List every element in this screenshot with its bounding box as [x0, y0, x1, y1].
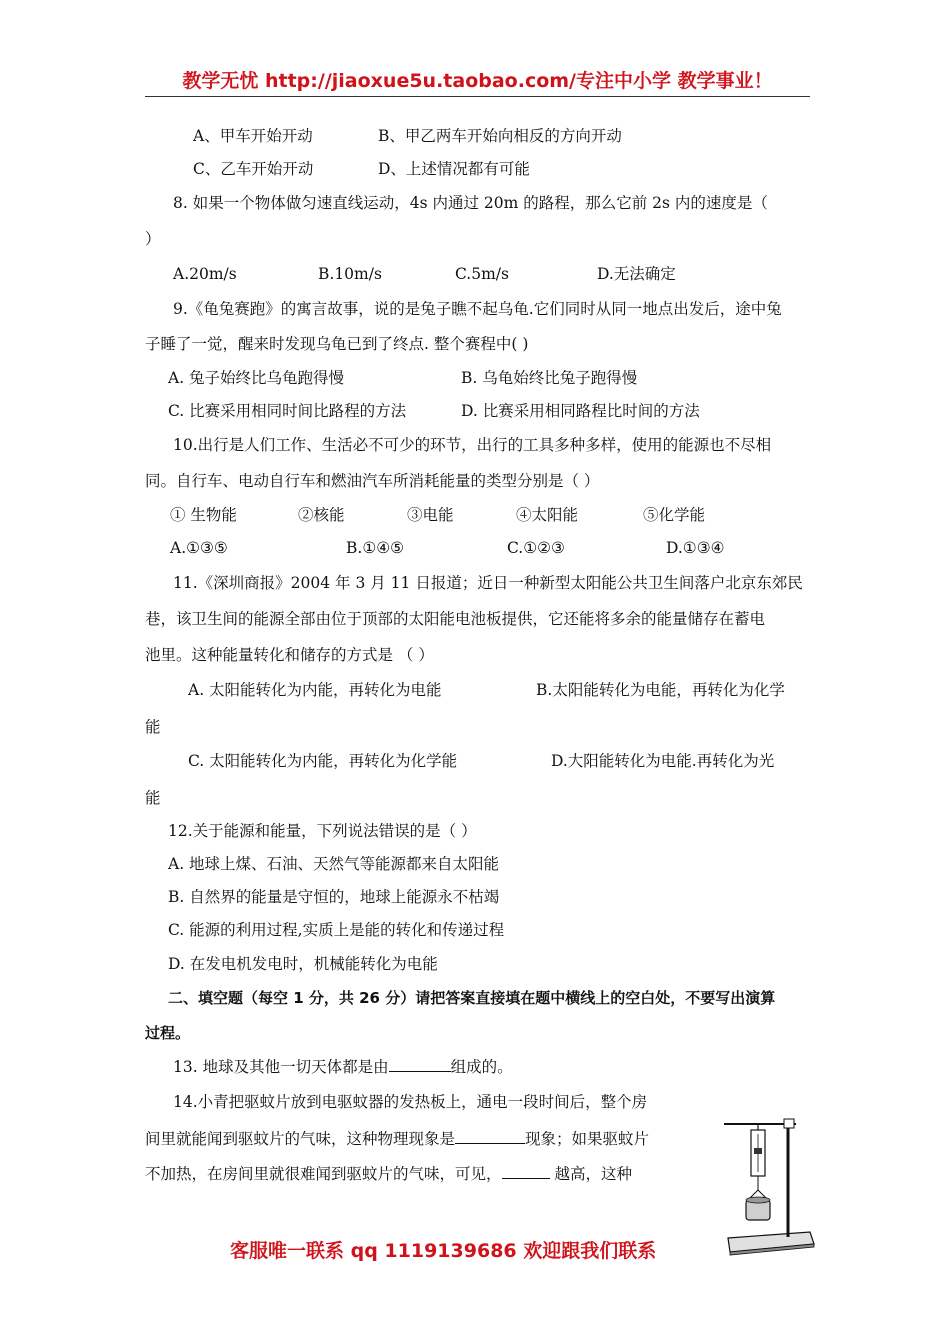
q8-option-b: B.10m/s — [318, 265, 382, 283]
q7-option-a: A、甲车开始开动 — [193, 127, 313, 145]
q11-stem-cont2: 池里。这种能量转化和储存的方式是 （ ） — [145, 646, 434, 664]
q10-option-a: A.①③⑤ — [170, 539, 228, 557]
q8-option-c: C.5m/s — [455, 265, 509, 283]
section-2-heading-cont: 过程。 — [145, 1024, 191, 1042]
q9-option-b: B. 乌龟始终比兔子跑得慢 — [461, 369, 638, 387]
q9-stem-cont: 子睡了一觉，醒来时发现乌龟已到了终点. 整个赛程中( ) — [145, 335, 529, 353]
q12-option-b: B. 自然界的能量是守恒的，地球上能源永不枯竭 — [168, 888, 500, 906]
q11-option-d-cont: 能 — [145, 789, 161, 807]
q10-item-3: ③电能 — [407, 506, 454, 524]
q11-option-b: B.太阳能转化为电能，再转化为化学 — [536, 681, 785, 699]
q10-option-b: B.①④⑤ — [346, 539, 405, 557]
q11-stem: 11.《深圳商报》2004 年 3 月 11 日报道；近日一种新型太阳能公共卫生间落户北京东郊民 — [173, 574, 803, 592]
q10-option-d: D.①③④ — [666, 539, 725, 557]
q12-option-c: C. 能源的利用过程,实质上是能的转化和传递过程 — [168, 921, 505, 939]
stand-spring-scale-figure — [718, 1108, 818, 1258]
page-header: 教学无忧 http://jiaoxue5u.taobao.com/专注中小学 教学事业！ — [182, 70, 773, 92]
q12-stem: 12.关于能源和能量，下列说法错误的是（ ） — [168, 822, 477, 840]
q10-item-1: ① 生物能 — [170, 506, 237, 524]
q14-answer-blank-2[interactable] — [502, 1164, 550, 1179]
q13-after: 组成的。 — [450, 1058, 513, 1076]
q9-stem: 9.《龟兔赛跑》的寓言故事，说的是兔子瞧不起乌龟.它们同时从同一地点出发后，途中兔 — [173, 300, 782, 318]
q14-line-3 — [145, 1164, 632, 1184]
q8-option-a: A.20m/s — [173, 265, 237, 283]
q14-stem: 14.小青把驱蚊片放到电驱蚊器的发热板上，通电一段时间后，整个房 — [173, 1093, 648, 1111]
q13-answer-blank[interactable] — [389, 1057, 451, 1072]
q10-stem-cont: 同。自行车、电动自行车和燃油汽车所消耗能量的类型分别是（ ） — [145, 472, 600, 490]
q8-option-d: D.无法确定 — [597, 265, 676, 283]
q12-option-d: D. 在发电机发电时，机械能转化为电能 — [168, 955, 438, 973]
q7-option-b: B、甲乙两车开始向相反的方向开动 — [378, 127, 622, 145]
q14-line3-after: 越高，这种 — [549, 1165, 632, 1183]
q14-answer-blank-1[interactable] — [455, 1129, 525, 1144]
q11-option-c: C. 太阳能转化为内能，再转化为化学能 — [188, 752, 458, 770]
q7-option-c: C、乙车开始开动 — [193, 160, 314, 178]
q13-line — [173, 1057, 513, 1077]
q8-stem-cont: ） — [145, 230, 161, 248]
q9-option-c: C. 比赛采用相同时间比路程的方法 — [168, 402, 407, 420]
q9-option-a: A. 兔子始终比乌龟跑得慢 — [168, 369, 345, 387]
q14-line-2 — [145, 1129, 649, 1149]
q14-line3-before: 不加热，在房间里就很难闻到驱蚊片的气味，可见， — [145, 1165, 502, 1183]
q11-option-d: D.大阳能转化为电能.再转化为光 — [551, 752, 775, 770]
q8-stem: 8. 如果一个物体做匀速直线运动，4s 内通过 20m 的路程，那么它前 2s 内的速度是（ — [173, 194, 768, 212]
q12-option-a: A. 地球上煤、石油、天然气等能源都来自太阳能 — [168, 855, 500, 873]
q14-line2-after: 现象；如果驱蚊片 — [525, 1130, 650, 1148]
q11-option-b-cont: 能 — [145, 718, 161, 736]
q10-item-2: ②核能 — [298, 506, 345, 524]
page-footer: 客服唯一联系 qq 1119139686 欢迎跟我们联系 — [230, 1240, 657, 1262]
q10-option-c: C.①②③ — [507, 539, 565, 557]
q7-option-d: D、上述情况都有可能 — [378, 160, 530, 178]
q10-item-5: ⑤化学能 — [643, 506, 706, 524]
q13-before: 13. 地球及其他一切天体都是由 — [173, 1058, 389, 1076]
q10-item-4: ④太阳能 — [516, 506, 579, 524]
q11-stem-cont1: 巷，该卫生间的能源全部由位于顶部的太阳能电池板提供，它还能将多余的能量储存在蓄电 — [145, 610, 766, 628]
q9-option-d: D. 比赛采用相同路程比时间的方法 — [461, 402, 700, 420]
section-2-heading: 二、填空题（每空 1 分，共 26 分）请把答案直接填在题中横线上的空白处，不要写出演算 — [168, 989, 776, 1007]
header-divider — [145, 96, 810, 97]
q10-stem: 10.出行是人们工作、生活必不可少的环节，出行的工具多种多样，使用的能源也不尽相 — [173, 436, 772, 454]
q11-option-a: A. 太阳能转化为内能，再转化为电能 — [188, 681, 442, 699]
q14-line2-before: 间里就能闻到驱蚊片的气味，这种物理现象是 — [145, 1130, 456, 1148]
